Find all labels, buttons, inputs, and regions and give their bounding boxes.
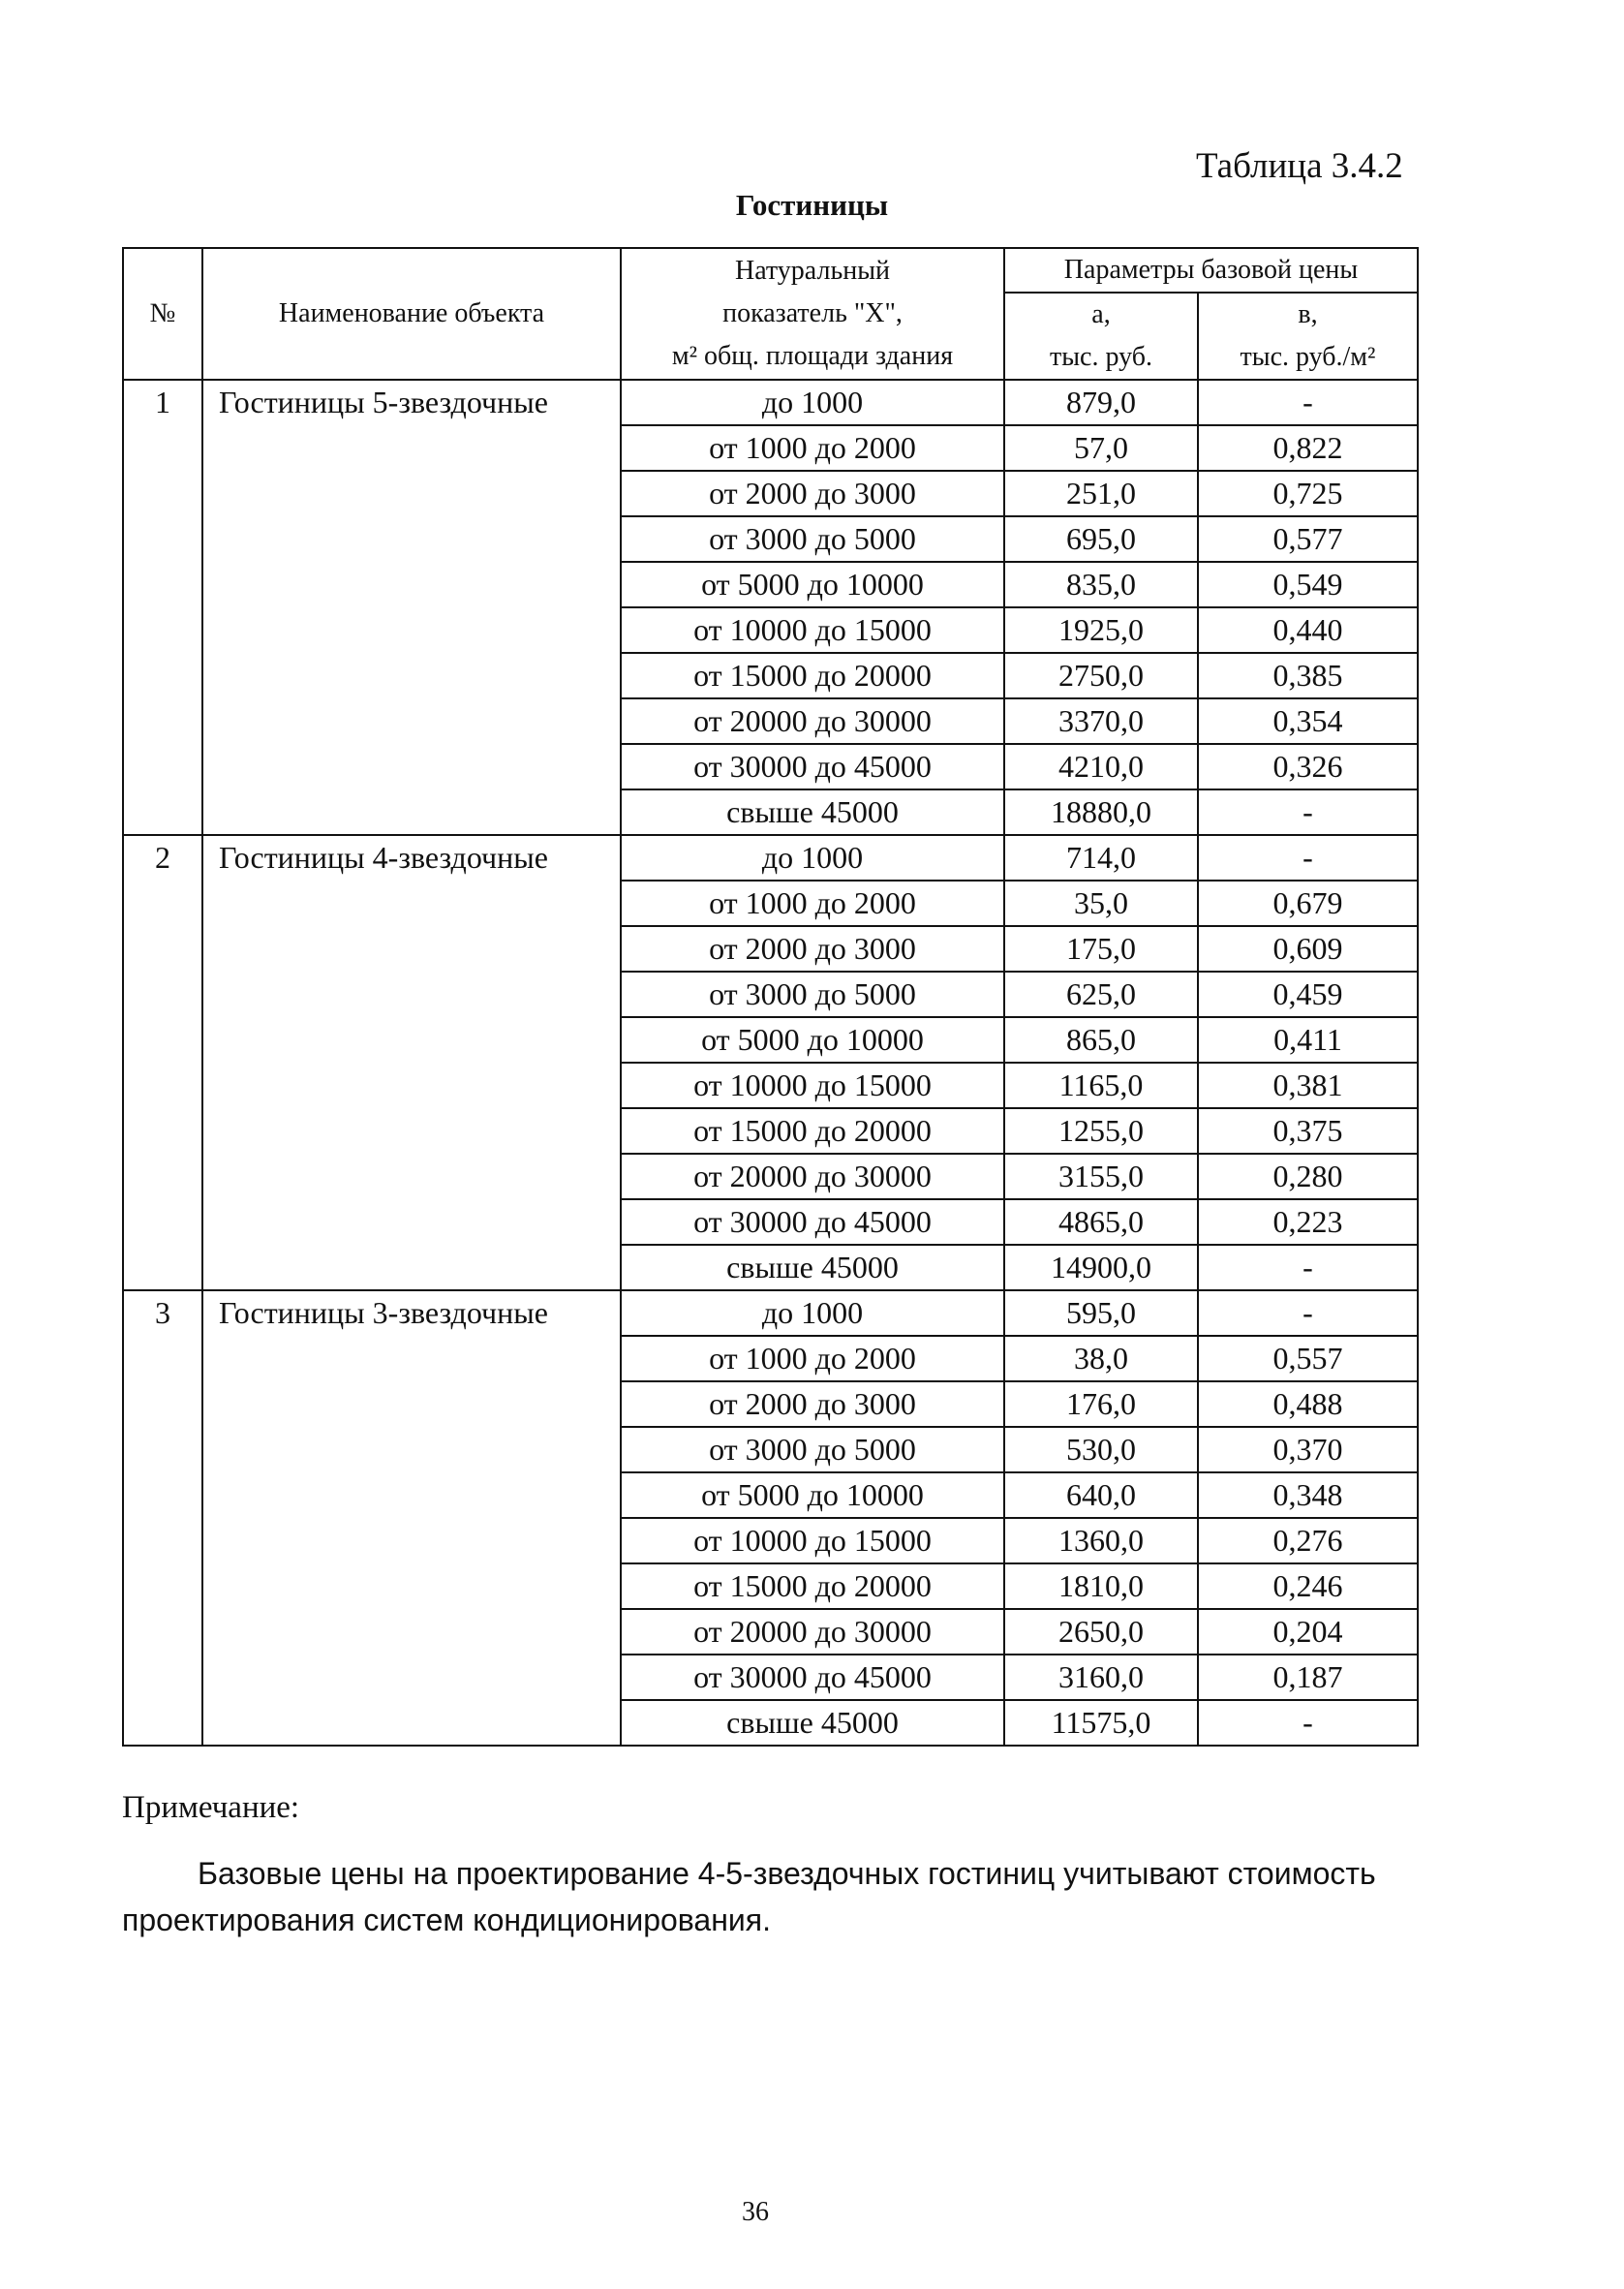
- price-a-cell: 625,0: [1004, 972, 1198, 1017]
- range-cell: от 1000 до 2000: [621, 881, 1004, 926]
- price-b-cell: 0,348: [1198, 1472, 1418, 1518]
- price-b-cell: 0,609: [1198, 926, 1418, 972]
- table-row: [123, 835, 1418, 881]
- price-b-cell: -: [1198, 789, 1418, 835]
- price-b-cell: 0,381: [1198, 1063, 1418, 1108]
- price-a-cell: 3370,0: [1004, 698, 1198, 744]
- price-b-cell: 0,577: [1198, 516, 1418, 562]
- price-a-cell: 714,0: [1004, 835, 1198, 881]
- price-a-cell: 595,0: [1004, 1290, 1198, 1336]
- price-b-cell: 0,354: [1198, 698, 1418, 744]
- price-b-cell: 0,370: [1198, 1427, 1418, 1472]
- range-cell: от 5000 до 10000: [621, 1472, 1004, 1518]
- range-cell: от 30000 до 45000: [621, 744, 1004, 789]
- price-b-cell: -: [1198, 1290, 1418, 1336]
- range-cell: от 20000 до 30000: [621, 1154, 1004, 1199]
- group-num: 1: [123, 380, 202, 835]
- range-cell: от 15000 до 20000: [621, 1563, 1004, 1609]
- header-indicator-line: показатель "X",: [722, 298, 903, 328]
- price-b-cell: 0,822: [1198, 425, 1418, 471]
- price-a-cell: 1255,0: [1004, 1108, 1198, 1154]
- price-a-cell: 2650,0: [1004, 1609, 1198, 1655]
- range-cell: до 1000: [621, 380, 1004, 425]
- header-b: [1198, 293, 1418, 380]
- price-b-cell: -: [1198, 380, 1418, 425]
- group-name: Гостиницы 3-звездочные: [202, 1290, 621, 1746]
- range-cell: от 1000 до 2000: [621, 1336, 1004, 1381]
- price-b-cell: -: [1198, 1245, 1418, 1290]
- range-cell: от 10000 до 15000: [621, 607, 1004, 653]
- range-cell: свыше 45000: [621, 1245, 1004, 1290]
- price-a-cell: 176,0: [1004, 1381, 1198, 1427]
- price-a-cell: 3155,0: [1004, 1154, 1198, 1199]
- range-cell: от 30000 до 45000: [621, 1655, 1004, 1700]
- price-a-cell: 695,0: [1004, 516, 1198, 562]
- price-b-cell: 0,411: [1198, 1017, 1418, 1063]
- price-a-cell: 175,0: [1004, 926, 1198, 972]
- range-cell: от 2000 до 3000: [621, 471, 1004, 516]
- range-cell: свыше 45000: [621, 789, 1004, 835]
- price-b-cell: 0,204: [1198, 1609, 1418, 1655]
- header-a-line: тыс. руб.: [1050, 342, 1152, 372]
- price-b-cell: 0,440: [1198, 607, 1418, 653]
- price-b-cell: 0,488: [1198, 1381, 1418, 1427]
- price-a-cell: 865,0: [1004, 1017, 1198, 1063]
- range-cell: свыше 45000: [621, 1700, 1004, 1746]
- price-table: [122, 247, 1419, 1747]
- price-b-cell: 0,679: [1198, 881, 1418, 926]
- price-b-cell: 0,276: [1198, 1518, 1418, 1563]
- range-cell: от 2000 до 3000: [621, 926, 1004, 972]
- range-cell: от 3000 до 5000: [621, 972, 1004, 1017]
- range-cell: от 15000 до 20000: [621, 1108, 1004, 1154]
- note-label: Примечание:: [122, 1790, 300, 1825]
- price-a-cell: 1165,0: [1004, 1063, 1198, 1108]
- price-a-cell: 530,0: [1004, 1427, 1198, 1472]
- price-a-cell: 640,0: [1004, 1472, 1198, 1518]
- price-a-cell: 38,0: [1004, 1336, 1198, 1381]
- price-a-cell: 1925,0: [1004, 607, 1198, 653]
- price-a-cell: 1360,0: [1004, 1518, 1198, 1563]
- price-b-cell: 0,459: [1198, 972, 1418, 1017]
- range-cell: от 20000 до 30000: [621, 1609, 1004, 1655]
- header-num: №: [123, 248, 202, 380]
- note-text: Базовые цены на проектирование 4-5-звездочных гостиниц учитывают стоимость проектирования систем кондиционирования.: [122, 1856, 1376, 1937]
- price-a-cell: 4865,0: [1004, 1199, 1198, 1245]
- price-a-cell: 4210,0: [1004, 744, 1198, 789]
- price-a-cell: 835,0: [1004, 562, 1198, 607]
- range-cell: от 20000 до 30000: [621, 698, 1004, 744]
- group-num: 2: [123, 835, 202, 1290]
- price-b-cell: 0,187: [1198, 1655, 1418, 1700]
- table-title: Гостиницы: [735, 188, 889, 222]
- range-cell: до 1000: [621, 835, 1004, 881]
- price-a-cell: 18880,0: [1004, 789, 1198, 835]
- range-cell: от 3000 до 5000: [621, 1427, 1004, 1472]
- range-cell: от 3000 до 5000: [621, 516, 1004, 562]
- price-a-cell: 14900,0: [1004, 1245, 1198, 1290]
- group-name: Гостиницы 5-звездочные: [202, 380, 621, 835]
- header-b-line: в,: [1298, 299, 1318, 329]
- range-cell: от 15000 до 20000: [621, 653, 1004, 698]
- price-a-cell: 2750,0: [1004, 653, 1198, 698]
- header-name: Наименование объекта: [202, 248, 621, 380]
- price-b-cell: 0,557: [1198, 1336, 1418, 1381]
- price-a-cell: 11575,0: [1004, 1700, 1198, 1746]
- price-a-cell: 251,0: [1004, 471, 1198, 516]
- price-a-cell: 3160,0: [1004, 1655, 1198, 1700]
- price-b-cell: 0,385: [1198, 653, 1418, 698]
- price-b-cell: -: [1198, 1700, 1418, 1746]
- range-cell: от 30000 до 45000: [621, 1199, 1004, 1245]
- price-a-cell: 57,0: [1004, 425, 1198, 471]
- range-cell: от 10000 до 15000: [621, 1063, 1004, 1108]
- table-row: [123, 1290, 1418, 1336]
- group-num: 3: [123, 1290, 202, 1746]
- header-a: [1004, 293, 1198, 380]
- header-params: Параметры базовой цены: [1004, 248, 1418, 293]
- table-body: [123, 380, 1418, 1746]
- price-a-cell: 879,0: [1004, 380, 1198, 425]
- price-b-cell: -: [1198, 835, 1418, 881]
- header-indicator: [621, 248, 1004, 380]
- range-cell: от 5000 до 10000: [621, 1017, 1004, 1063]
- table-row: [123, 380, 1418, 425]
- page-number: 36: [742, 2197, 769, 2227]
- header-indicator-line: Натуральный: [735, 256, 890, 286]
- price-b-cell: 0,375: [1198, 1108, 1418, 1154]
- price-b-cell: 0,326: [1198, 744, 1418, 789]
- price-a-cell: 35,0: [1004, 881, 1198, 926]
- group-name: Гостиницы 4-звездочные: [202, 835, 621, 1290]
- header-indicator-line: м² общ. площади здания: [671, 341, 954, 371]
- range-cell: от 10000 до 15000: [621, 1518, 1004, 1563]
- range-cell: от 2000 до 3000: [621, 1381, 1004, 1427]
- range-cell: от 1000 до 2000: [621, 425, 1004, 471]
- table-id: Таблица 3.4.2: [1196, 146, 1403, 186]
- price-a-cell: 1810,0: [1004, 1563, 1198, 1609]
- header-a-line: а,: [1091, 299, 1111, 329]
- price-b-cell: 0,246: [1198, 1563, 1418, 1609]
- price-b-cell: 0,549: [1198, 562, 1418, 607]
- header-b-line: тыс. руб./м²: [1240, 342, 1376, 372]
- range-cell: от 5000 до 10000: [621, 562, 1004, 607]
- price-b-cell: 0,280: [1198, 1154, 1418, 1199]
- price-b-cell: 0,223: [1198, 1199, 1418, 1245]
- price-b-cell: 0,725: [1198, 471, 1418, 516]
- range-cell: до 1000: [621, 1290, 1004, 1336]
- table-header: [123, 248, 1418, 380]
